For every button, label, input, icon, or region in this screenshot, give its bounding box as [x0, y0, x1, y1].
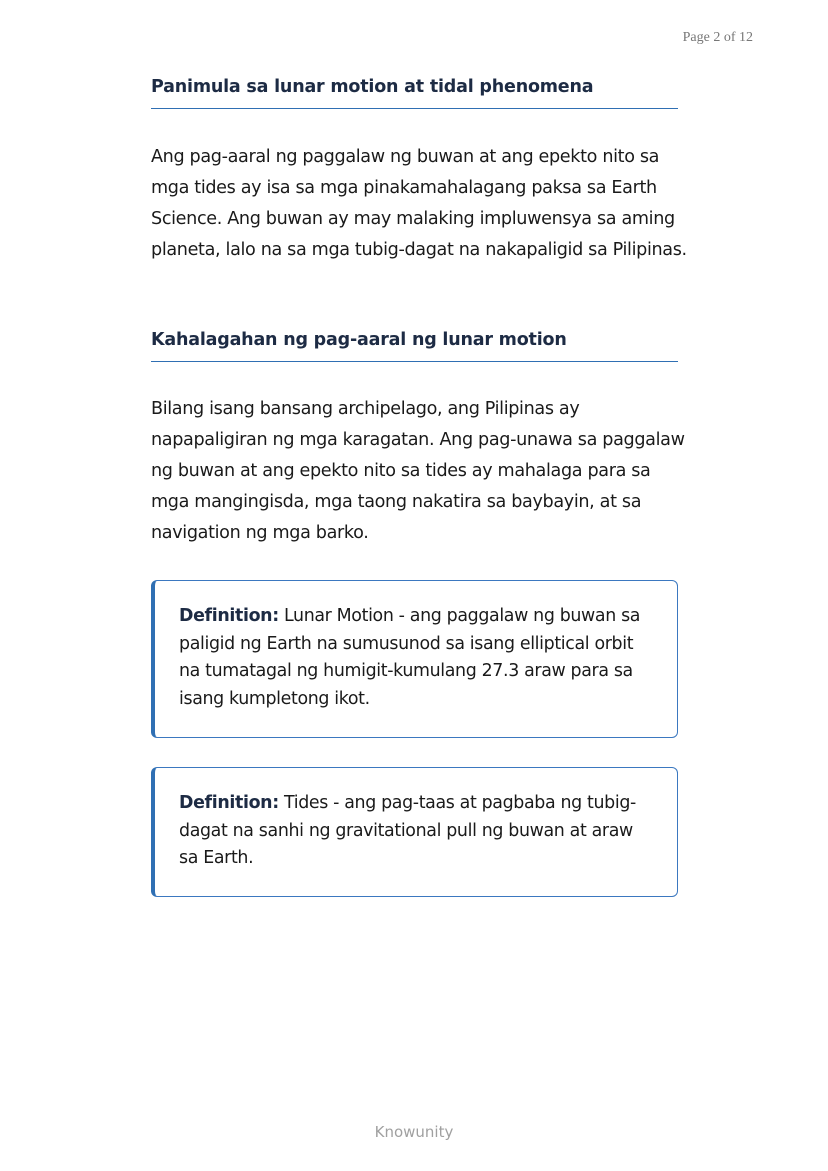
section-heading-introduction: Panimula sa lunar motion at tidal phenomena [151, 77, 678, 109]
definition-text: Lunar Motion - ang paggalaw ng buwan sa paligid ng Earth na sumusunod sa isang elliptical orbit na tumatagal ng humigit-kumulang 27.3 araw para sa isang kumpletong ikot. [179, 606, 641, 709]
definition-box-tides [151, 767, 678, 897]
section-paragraph-importance: Bilang isang bansang archipelago, ang Pilipinas ay napapaligiran ng mga karagatan. Ang pag-unawa sa paggalaw ng buwan at ang epekto nito sa tides ay mahalaga para sa mga mangingisda, mga taong nakatira sa baybayin, at sa navigation ng mga barko. [151, 399, 685, 543]
page-number: Page 2 of 12 [682, 30, 753, 45]
definition-box-lunar-motion [151, 580, 678, 738]
section-paragraph-introduction: Ang pag-aaral ng paggalaw ng buwan at ang epekto nito sa mga tides ay isa sa mga pinakamahalagang paksa sa Earth Science. Ang buwan ay may malaking impluwensya sa aming planeta, lalo na sa mga tubig-dagat na nakapaligid sa Pilipinas. [151, 147, 687, 260]
definition-label: Definition: [179, 793, 279, 813]
definition-label: Definition: [179, 606, 279, 626]
footer-brand: Knowunity [374, 1123, 454, 1141]
definition-text: Tides - ang pag-taas at pagbaba ng tubig-dagat na sanhi ng gravitational pull ng buwan at araw sa Earth. [179, 793, 636, 868]
section-heading-importance: Kahalagahan ng pag-aaral ng lunar motion [151, 330, 678, 362]
